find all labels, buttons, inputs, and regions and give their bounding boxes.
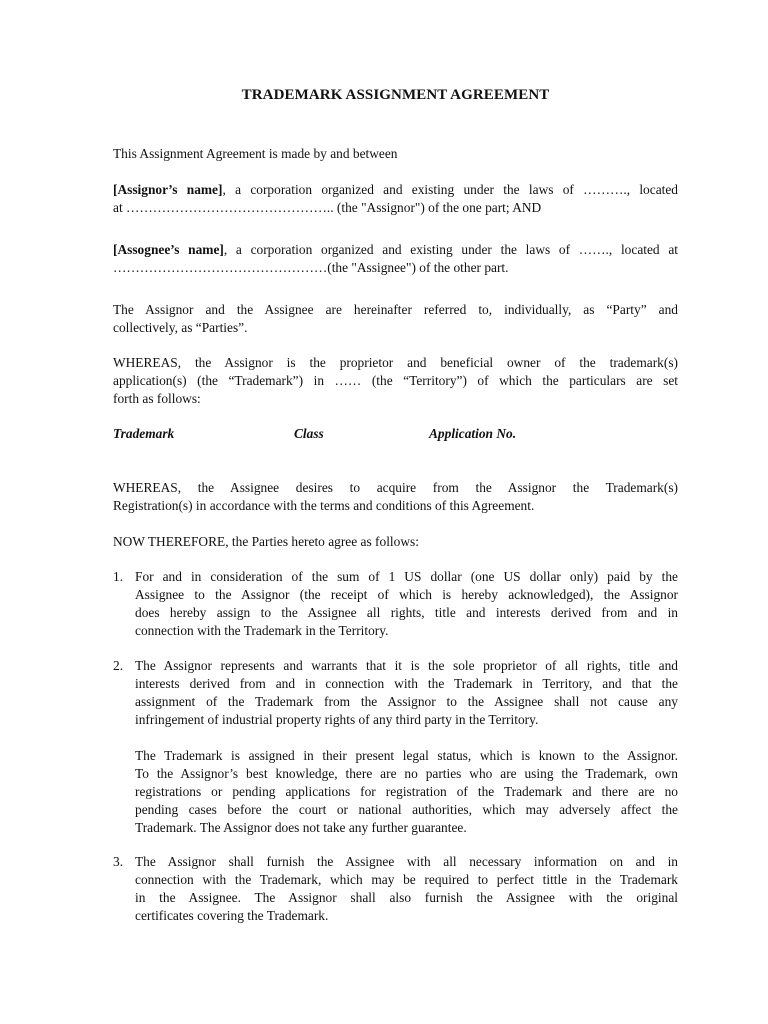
- assignor-name: [Assignor’s name]: [113, 182, 223, 197]
- clause-line: To the Assignor’s best knowledge, there are no parties who are using the Trademark, own: [135, 766, 678, 781]
- assignee-line-2: …………………………………………(the "Assignee") of the other part.: [113, 260, 509, 275]
- clause-line: in the Assignee. The Assignor shall also furnish the Assignee with the original: [135, 890, 678, 905]
- whereas-1-line-2: application(s) (the “Trademark”) in …… (the “Territory”) of which the particulars are set: [113, 373, 678, 388]
- whereas-2-line-2: Registration(s) in accordance with the terms and conditions of this Agreement.: [113, 498, 535, 513]
- clause-number: 2.: [113, 658, 124, 673]
- whereas-2-line-1: WHEREAS, the Assignee desires to acquire from the Assignor the Trademark(s): [113, 480, 678, 495]
- assignor-line-1: [113, 181, 678, 199]
- whereas-2-paragraph: [113, 479, 678, 515]
- assignee-paragraph: [113, 241, 678, 277]
- trademark-table-header: [113, 425, 678, 443]
- clause-body: [135, 657, 678, 729]
- clause-line: infringement of industrial property rights of any third party in the Territory.: [135, 712, 539, 727]
- intro-line: This Assignment Agreement is made by and between: [113, 146, 398, 161]
- assignee-line-1-rest: , a corporation organized and existing under the laws of ……., located at: [223, 242, 678, 257]
- clause-body: [135, 747, 678, 837]
- clause-line: The Assignor shall furnish the Assignee with all necessary information on and in: [135, 854, 678, 869]
- clause-number: 1.: [113, 569, 124, 584]
- clause-body: [135, 853, 678, 925]
- assignor-line-1-rest: , a corporation organized and existing under the laws of ………., located: [222, 182, 678, 197]
- clause-line: does hereby assign to the Assignee all rights, title and interests derived from and in: [135, 605, 678, 620]
- clause-line: assignment of the Trademark from the Assignor to the Assignee shall not cause any: [135, 694, 678, 709]
- clause-line: pending cases before the court or national authorities, which may adversely affect the: [135, 802, 678, 817]
- header-trademark: Trademark: [113, 426, 175, 441]
- now-therefore-paragraph: [113, 533, 678, 551]
- clause-line: The Assignor represents and warrants that it is the sole proprietor of all rights, title and: [135, 658, 678, 673]
- clause-line: certificates covering the Trademark.: [135, 908, 329, 923]
- whereas-1-line-1: WHEREAS, the Assignor is the proprietor and beneficial owner of the trademark(s): [113, 355, 678, 370]
- intro-paragraph: [113, 145, 678, 163]
- clause-line: Trademark. The Assignor does not take any further guarantee.: [135, 820, 467, 835]
- header-application-no: Application No.: [429, 426, 517, 441]
- clause-line: Assignee to the Assignor (the receipt of which is hereby acknowledged), the Assignor: [135, 587, 678, 602]
- parties-paragraph: [113, 301, 678, 337]
- clause-line: For and in consideration of the sum of 1 US dollar (one US dollar only) paid by the: [135, 569, 678, 584]
- whereas-1-line-3: forth as follows:: [113, 391, 201, 406]
- clause-number: 3.: [113, 854, 124, 869]
- assignor-line-2: at ……………………………………….. (the "Assignor") of the one part; AND: [113, 200, 542, 215]
- document-title: TRADEMARK ASSIGNMENT AGREEMENT: [241, 87, 550, 103]
- parties-line-1: The Assignor and the Assignee are hereinafter referred to, individually, as “Party” and: [113, 302, 678, 317]
- clause-line: The Trademark is assigned in their present legal status, which is known to the Assignor.: [135, 748, 678, 763]
- assignor-paragraph: [113, 181, 678, 217]
- clause-line: interests derived from and in connection with the Trademark in Territory, and that the: [135, 676, 678, 691]
- now-therefore-line: NOW THEREFORE, the Parties hereto agree as follows:: [113, 534, 419, 549]
- header-class: Class: [294, 426, 324, 441]
- assignee-line-1: [113, 241, 678, 259]
- clause-line: connection with the Trademark, which may be required to perfect tittle in the Trademark: [135, 872, 678, 887]
- whereas-1-paragraph: [113, 354, 678, 408]
- assignee-name: [Assognee’s name]: [113, 242, 224, 257]
- clause-body: [135, 568, 678, 640]
- clause-line: connection with the Trademark in the Territory.: [135, 623, 389, 638]
- clause-line: registrations or pending applications for registration of the Trademark and there are no: [135, 784, 678, 799]
- parties-line-2: collectively, as “Parties”.: [113, 320, 248, 335]
